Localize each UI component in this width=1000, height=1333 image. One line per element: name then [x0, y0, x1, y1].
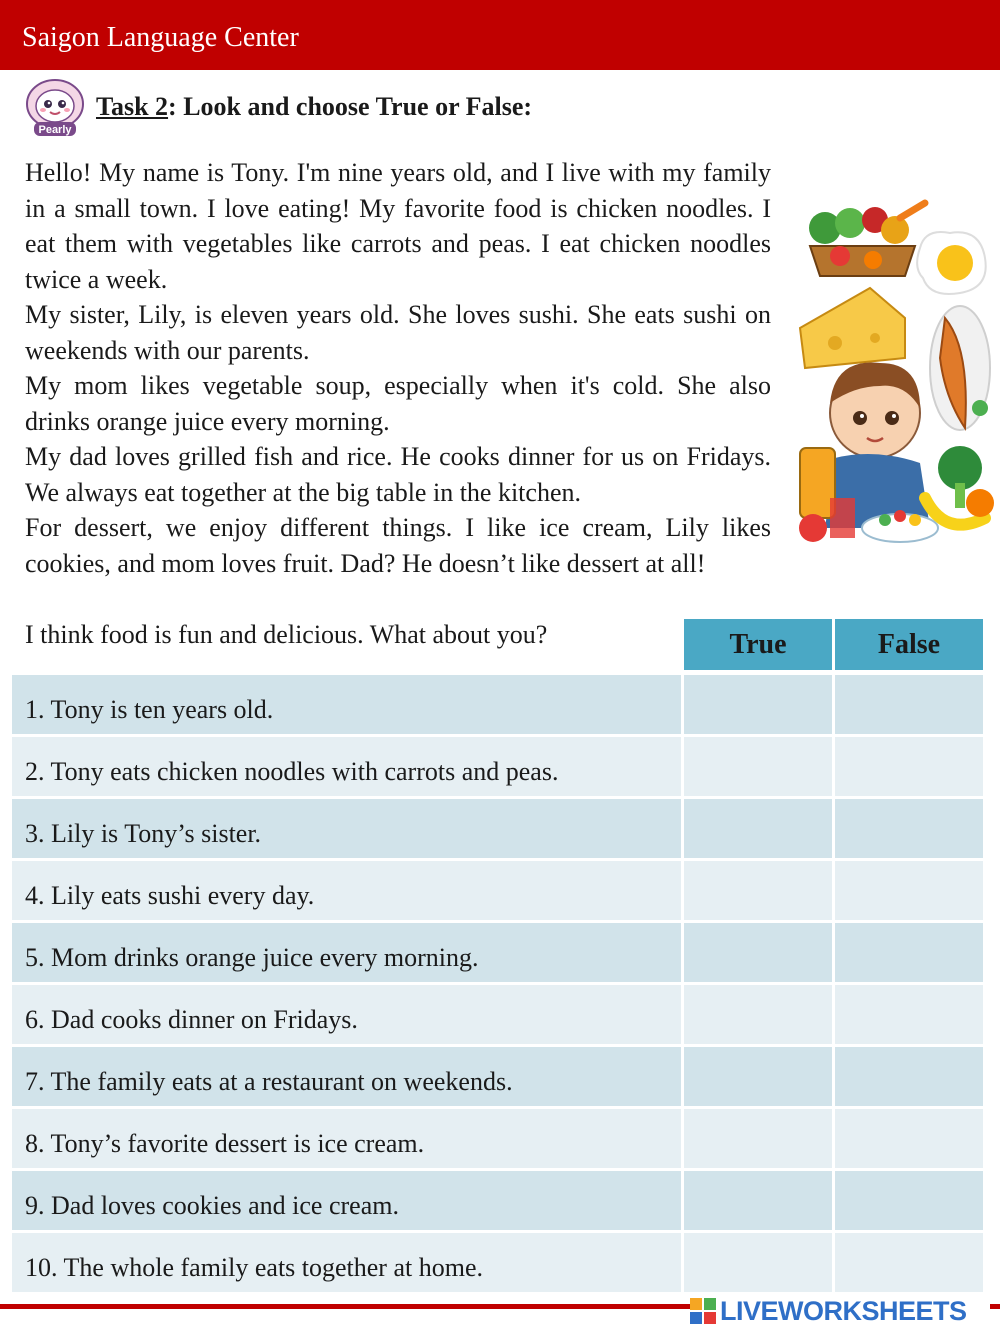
true-answer-cell[interactable] — [684, 737, 832, 796]
statement-text: 2. Tony eats chicken noodles with carrots and peas. — [12, 737, 681, 796]
statement-text: 6. Dad cooks dinner on Fridays. — [12, 985, 681, 1044]
liveworksheets-logo-text: LIVEWORKSHEETS — [720, 1296, 967, 1326]
statement-text: 3. Lily is Tony’s sister. — [12, 799, 681, 858]
true-answer-cell[interactable] — [684, 1171, 832, 1230]
reading-paragraph: Hello! My name is Tony. I'm nine years old, and I live with my family in a small town. I love eating! My favorite food is chicken noodles. I eat them with vegetables like carrots and peas. I eat chicken noodles twice a week. — [25, 158, 771, 294]
false-answer-cell[interactable] — [835, 985, 983, 1044]
true-answer-cell[interactable] — [684, 1109, 832, 1168]
true-answer-cell[interactable] — [684, 799, 832, 858]
false-answer-cell[interactable] — [835, 1233, 983, 1292]
header-bar — [0, 0, 1000, 70]
true-answer-cell[interactable] — [684, 675, 832, 734]
table-row — [12, 1233, 983, 1292]
statement-text: 8. Tony’s favorite dessert is ice cream. — [12, 1109, 681, 1168]
table-row — [12, 861, 983, 920]
false-answer-cell[interactable] — [835, 1171, 983, 1230]
table-row — [12, 1109, 983, 1168]
false-answer-cell[interactable] — [835, 1047, 983, 1106]
false-column-header: False — [835, 619, 983, 670]
header-title: Saigon Language Center — [22, 22, 299, 53]
table-row — [12, 675, 983, 734]
pearly-mascot-icon — [22, 78, 88, 138]
statement-text: 7. The family eats at a restaurant on weekends. — [12, 1047, 681, 1106]
reading-closing: I think food is fun and delicious. What about you? — [25, 620, 548, 649]
task-heading — [96, 90, 532, 124]
mascot-label: Pearly — [38, 124, 72, 136]
table-row — [12, 1171, 983, 1230]
task-label: Task 2 — [96, 92, 169, 121]
reading-passage — [25, 155, 771, 581]
false-answer-cell[interactable] — [835, 799, 983, 858]
statement-text: 10. The whole family eats together at home. — [12, 1233, 681, 1292]
false-answer-cell[interactable] — [835, 1109, 983, 1168]
liveworksheets-badge-icon — [690, 1298, 716, 1324]
false-answer-cell[interactable] — [835, 923, 983, 982]
true-answer-cell[interactable] — [684, 985, 832, 1044]
true-answer-cell[interactable] — [684, 923, 832, 982]
true-column-header: True — [684, 619, 832, 670]
table-row — [12, 923, 983, 982]
table-row — [12, 985, 983, 1044]
true-answer-cell[interactable] — [684, 1047, 832, 1106]
table-row — [12, 1047, 983, 1106]
statement-text: 1. Tony is ten years old. — [12, 675, 681, 734]
reading-paragraph: My sister, Lily, is eleven years old. She loves sushi. She eats sushi on weekends with our parents. — [25, 300, 771, 365]
statement-text: 9. Dad loves cookies and ice cream. — [12, 1171, 681, 1230]
true-answer-cell[interactable] — [684, 1233, 832, 1292]
table-row — [12, 737, 983, 796]
false-answer-cell[interactable] — [835, 861, 983, 920]
statement-text: 4. Lily eats sushi every day. — [12, 861, 681, 920]
task-instruction: : Look and choose True or False: — [168, 92, 533, 121]
true-answer-cell[interactable] — [684, 861, 832, 920]
reading-paragraph: For dessert, we enjoy different things. I like ice cream, Lily likes cookies, and mom loves fruit. Dad? He doesn’t like dessert at all! — [25, 513, 771, 578]
food-and-boy-illustration — [795, 198, 995, 563]
reading-paragraph: My dad loves grilled fish and rice. He cooks dinner for us on Fridays. We always eat together at the big table in the kitchen. — [25, 442, 771, 507]
liveworksheets-logo[interactable] — [690, 1296, 990, 1326]
false-answer-cell[interactable] — [835, 737, 983, 796]
table-row — [12, 799, 983, 858]
statement-text: 5. Mom drinks orange juice every morning. — [12, 923, 681, 982]
true-false-table — [12, 675, 983, 1295]
false-answer-cell[interactable] — [835, 675, 983, 734]
reading-paragraph: My mom likes vegetable soup, especially when it's cold. She also drinks orange juice every morning. — [25, 371, 771, 436]
